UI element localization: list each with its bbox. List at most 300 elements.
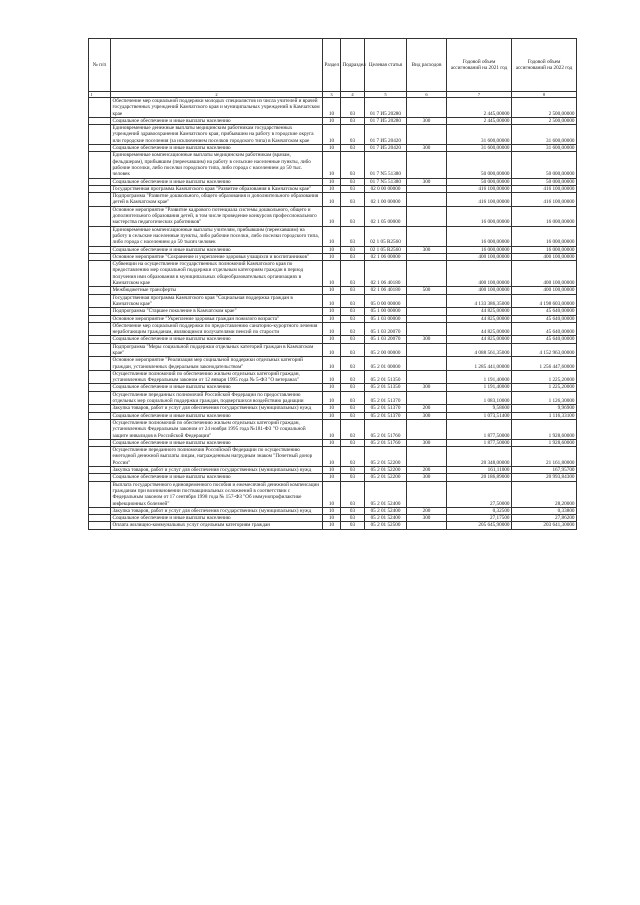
row-podrazdel: 03 xyxy=(341,185,365,192)
row-razdel: 10 xyxy=(323,185,341,192)
row-razdel: 10 xyxy=(323,98,341,118)
row-razdel: 10 xyxy=(323,152,341,178)
row-podrazdel: 03 xyxy=(341,178,365,185)
table-row xyxy=(89,294,577,308)
budget-table-page xyxy=(88,38,576,530)
table-row xyxy=(89,370,577,384)
row-name: Подпрограмма "Меры социальной поддержки отдельных категорий граждан в Камчатском крае" xyxy=(111,343,323,357)
row-vr: 200 xyxy=(407,467,447,474)
table-row xyxy=(89,152,577,178)
row-vr xyxy=(407,481,447,507)
row-vr: 200 xyxy=(407,507,447,514)
row-amount-2022: 31 600,00000 xyxy=(512,125,577,145)
row-vr: 300 xyxy=(407,515,447,522)
row-csr: 02 0 00 00000 xyxy=(365,185,407,192)
row-amount-2021: 16 000,00000 xyxy=(447,226,512,246)
table-row xyxy=(89,515,577,522)
row-razdel: 10 xyxy=(323,308,341,315)
row-name: Подпрограмма "Развитие дошкольного, общего образования и дополнительного образования детей в Камчатском крае" xyxy=(111,193,323,207)
row-csr: 05 2 01 51370 xyxy=(365,391,407,405)
row-vr xyxy=(407,253,447,260)
row-csr: 05 2 01 00000 xyxy=(365,357,407,371)
row-razdel: 10 xyxy=(323,261,341,287)
row-podrazdel: 03 xyxy=(341,412,365,419)
row-number xyxy=(89,322,111,336)
row-podrazdel: 03 xyxy=(341,481,365,507)
table-row xyxy=(89,98,577,118)
row-csr: 05 2 01 52400 xyxy=(365,507,407,514)
row-amount-2022: 45 640,00000 xyxy=(512,315,577,322)
row-amount-2022: 21 161,80000 xyxy=(512,447,577,467)
row-podrazdel: 03 xyxy=(341,474,365,481)
row-amount-2022: 1 256 447,60000 xyxy=(512,357,577,371)
row-csr: 02 1 06 00000 xyxy=(365,253,407,260)
row-number xyxy=(89,125,111,145)
budget-allocation-table xyxy=(88,38,577,530)
row-number xyxy=(89,185,111,192)
row-csr: 01 7 И5 20420 xyxy=(365,145,407,152)
row-vr xyxy=(407,206,447,226)
row-vr xyxy=(407,185,447,192)
row-amount-2022: 416 100,00000 xyxy=(512,193,577,207)
row-name: Основное мероприятие "Сохранение и укрепление здоровья учащихся и воспитанников" xyxy=(111,253,323,260)
row-razdel: 10 xyxy=(323,474,341,481)
row-podrazdel: 03 xyxy=(341,98,365,118)
table-row xyxy=(89,261,577,287)
row-vr xyxy=(407,152,447,178)
row-name: Единовременные компенсационные выплаты медицинским работникам (врачам, фельдшерам), прибывшим (переехавшим) на работу в сельские населенные пункты, либо рабочие поселки, либо поселки городского типа, либо города с населением до 50 тыс. человек xyxy=(111,152,323,178)
row-vr xyxy=(407,391,447,405)
row-csr: 05 2 00 00000 xyxy=(365,343,407,357)
table-row xyxy=(89,474,577,481)
row-amount-2022: 31 600,00000 xyxy=(512,145,577,152)
row-amount-2022: 50 000,00000 xyxy=(512,152,577,178)
row-number xyxy=(89,507,111,514)
row-podrazdel: 03 xyxy=(341,370,365,384)
row-number xyxy=(89,474,111,481)
row-vr xyxy=(407,294,447,308)
row-number xyxy=(89,384,111,391)
row-name: Социальное обеспечение и иные выплаты населению xyxy=(111,439,323,446)
row-razdel: 10 xyxy=(323,315,341,322)
table-row xyxy=(89,193,577,207)
row-razdel: 10 xyxy=(323,370,341,384)
row-csr: 05 2 01 52500 xyxy=(365,522,407,529)
row-csr: 05 2 01 51350 xyxy=(365,370,407,384)
table-row xyxy=(89,447,577,467)
row-razdel: 10 xyxy=(323,246,341,253)
row-amount-2021: 416 100,00000 xyxy=(447,185,512,192)
row-amount-2022: 50 000,00000 xyxy=(512,178,577,185)
row-csr: 01 7 И5 20280 xyxy=(365,98,407,118)
row-vr xyxy=(407,419,447,439)
row-amount-2021: 20 186,89000 xyxy=(447,474,512,481)
row-amount-2022: 2 500,00000 xyxy=(512,117,577,124)
row-name: Осуществление полномочий по обеспечению жильем отдельных категорий граждан, установленных Федеральным законом от 24 ноября 1995 года №181-ФЗ "О социальной защите инвалидов в Российской Федерации" xyxy=(111,419,323,439)
row-vr xyxy=(407,322,447,336)
table-row xyxy=(89,315,577,322)
row-amount-2021: 31 600,00000 xyxy=(447,125,512,145)
row-podrazdel: 03 xyxy=(341,315,365,322)
row-amount-2021: 50 000,00000 xyxy=(447,178,512,185)
row-amount-2022: 16 000,00000 xyxy=(512,246,577,253)
row-amount-2021: 2 445,00000 xyxy=(447,117,512,124)
column-number: 7 xyxy=(447,92,512,98)
row-vr: 300 xyxy=(407,246,447,253)
row-amount-2022: 203 641,30000 xyxy=(512,522,577,529)
row-vr: 300 xyxy=(407,117,447,124)
row-podrazdel: 03 xyxy=(341,253,365,260)
row-amount-2022: 400 100,00000 xyxy=(512,287,577,294)
row-amount-2021: 400 100,00000 xyxy=(447,253,512,260)
row-amount-2021: 1 073,51400 xyxy=(447,412,512,419)
row-amount-2021: 1 191,40000 xyxy=(447,384,512,391)
row-number xyxy=(89,253,111,260)
row-razdel: 10 xyxy=(323,193,341,207)
header-vr: Вид расходов xyxy=(407,39,447,92)
row-amount-2022: 0,33800 xyxy=(512,507,577,514)
row-podrazdel: 03 xyxy=(341,322,365,336)
row-vr: 500 xyxy=(407,287,447,294)
header-csr: Целевая статья xyxy=(365,39,407,92)
row-number xyxy=(89,294,111,308)
row-amount-2022: 45 640,00000 xyxy=(512,308,577,315)
row-number xyxy=(89,481,111,507)
row-amount-2022: 20 993,84300 xyxy=(512,474,577,481)
row-number xyxy=(89,226,111,246)
table-row xyxy=(89,522,577,529)
row-number xyxy=(89,152,111,178)
row-razdel: 10 xyxy=(323,522,341,529)
row-amount-2022: 45 640,00000 xyxy=(512,322,577,336)
row-name: Единовременные денежные выплаты медицинским работникам государственных учреждений здравоохранения Камчатского края, прибывшим на работу в городские округа или городские поселения (за исключением поселков городского типа) в Камчатском крае xyxy=(111,125,323,145)
row-amount-2022: 1 928,60000 xyxy=(512,419,577,439)
row-amount-2021: 205 645,90000 xyxy=(447,522,512,529)
header-razdel: Раздел xyxy=(323,39,341,92)
table-row xyxy=(89,419,577,439)
table-row xyxy=(89,185,577,192)
row-podrazdel: 03 xyxy=(341,447,365,467)
row-podrazdel: 03 xyxy=(341,391,365,405)
row-number xyxy=(89,405,111,412)
table-row xyxy=(89,322,577,336)
row-podrazdel: 03 xyxy=(341,522,365,529)
row-razdel: 10 xyxy=(323,226,341,246)
row-amount-2022: 16 000,00000 xyxy=(512,206,577,226)
row-podrazdel: 03 xyxy=(341,405,365,412)
row-amount-2021: 1 877,50000 xyxy=(447,419,512,439)
row-csr: 01 7 N5 51380 xyxy=(365,152,407,178)
table-row xyxy=(89,287,577,294)
column-number: 2 xyxy=(111,92,323,98)
row-vr xyxy=(407,98,447,118)
row-podrazdel: 03 xyxy=(341,117,365,124)
row-name: Обеспечение мер социальной поддержки по предоставлению санаторно-курортного лечения неработающим гражданам, являющимся получателями пенсий по старости xyxy=(111,322,323,336)
row-podrazdel: 03 xyxy=(341,145,365,152)
row-csr: 01 7 N5 51380 xyxy=(365,178,407,185)
row-csr: 02 1 05 R2560 xyxy=(365,246,407,253)
row-number xyxy=(89,439,111,446)
row-number xyxy=(89,117,111,124)
column-number: 5 xyxy=(365,92,407,98)
row-amount-2022: 16 000,00000 xyxy=(512,226,577,246)
row-amount-2022: 1 225,20000 xyxy=(512,384,577,391)
row-amount-2022: 45 640,00000 xyxy=(512,336,577,343)
row-csr: 02 1 06 40180 xyxy=(365,261,407,287)
row-razdel: 10 xyxy=(323,117,341,124)
row-podrazdel: 03 xyxy=(341,287,365,294)
row-name: Социальное обеспечение и иные выплаты населению xyxy=(111,515,323,522)
header-podrazdel: Подраздел xyxy=(341,39,365,92)
column-number: 1 xyxy=(89,92,111,98)
row-razdel: 10 xyxy=(323,481,341,507)
row-csr: 05 1 00 00000 xyxy=(365,308,407,315)
row-number xyxy=(89,145,111,152)
row-amount-2021: 9,58600 xyxy=(447,405,512,412)
row-amount-2022: 27,86200 xyxy=(512,515,577,522)
row-razdel: 10 xyxy=(323,253,341,260)
row-number xyxy=(89,287,111,294)
row-amount-2021: 0,32500 xyxy=(447,507,512,514)
row-amount-2022: 4 152 963,00000 xyxy=(512,343,577,357)
row-amount-2022: 9,96900 xyxy=(512,405,577,412)
row-podrazdel: 03 xyxy=(341,308,365,315)
row-name: Выплата государственного единовременного пособия и ежемесячной денежной компенсации гражданам при возникновении поствакцинальных осложнений в соответствии с Федеральным законом от 17 сентября 1998 года № 157-ФЗ "Об иммунопрофилактике инфекционных болезней" xyxy=(111,481,323,507)
row-name: Социальное обеспечение и иные выплаты населению xyxy=(111,178,323,185)
row-name: Единовременные компенсационные выплаты учителям, прибывшим (переехавшим) на работу в сельские населенные пункты, либо рабочие поселки, либо поселки городского типа, либо города с населением до 50 тысяч человек xyxy=(111,226,323,246)
row-amount-2022: 4 198 603,00000 xyxy=(512,294,577,308)
row-csr: 05 2 01 52200 xyxy=(365,474,407,481)
row-name: Государственная программа Камчатского края "Социальная поддержка граждан в Камчатском крае" xyxy=(111,294,323,308)
row-podrazdel: 03 xyxy=(341,193,365,207)
row-name: Межбюджетные трансферты xyxy=(111,287,323,294)
table-row xyxy=(89,308,577,315)
row-name: Осуществление переданного полномочия Российской Федерации по осуществлению ежегодной денежной выплаты лицам, награжденным нагрудным знаком "Почетный донор России" xyxy=(111,447,323,467)
row-csr: 05 1 03 20070 xyxy=(365,336,407,343)
row-name: Социальное обеспечение и иные выплаты населению xyxy=(111,412,323,419)
row-csr: 05 2 01 52200 xyxy=(365,447,407,467)
row-razdel: 10 xyxy=(323,145,341,152)
row-vr xyxy=(407,522,447,529)
row-number xyxy=(89,98,111,118)
row-number xyxy=(89,467,111,474)
row-vr xyxy=(407,370,447,384)
row-amount-2021: 44 825,00000 xyxy=(447,336,512,343)
row-number xyxy=(89,515,111,522)
row-razdel: 10 xyxy=(323,507,341,514)
table-row xyxy=(89,343,577,357)
row-csr: 02 1 05 00000 xyxy=(365,206,407,226)
row-name: Оплата жилищно-коммунальных услуг отдельным категориям граждан xyxy=(111,522,323,529)
row-amount-2022: 1 928,60000 xyxy=(512,439,577,446)
row-name: Государственная программа Камчатского края "Развитие образования в Камчатском крае" xyxy=(111,185,323,192)
row-podrazdel: 03 xyxy=(341,206,365,226)
row-podrazdel: 03 xyxy=(341,343,365,357)
row-csr: 02 1 00 00000 xyxy=(365,193,407,207)
table-row xyxy=(89,206,577,226)
row-vr: 300 xyxy=(407,178,447,185)
row-vr: 300 xyxy=(407,439,447,446)
row-number xyxy=(89,343,111,357)
row-amount-2021: 50 000,00000 xyxy=(447,152,512,178)
row-number xyxy=(89,391,111,405)
row-podrazdel: 03 xyxy=(341,152,365,178)
row-name: Осуществление полномочий по обеспечению жильем отдельных категорий граждан, установленных Федеральным законом от 12 января 1995 года № 5-ФЗ "О ветеранах" xyxy=(111,370,323,384)
row-amount-2021: 31 600,00000 xyxy=(447,145,512,152)
row-podrazdel: 03 xyxy=(341,507,365,514)
row-vr xyxy=(407,315,447,322)
row-name: Социальное обеспечение и иные выплаты населению xyxy=(111,474,323,481)
header-year-2021: Годовой объем ассигнований на 2021 год xyxy=(447,39,512,92)
row-csr: 05 0 00 00000 xyxy=(365,294,407,308)
column-number: 8 xyxy=(512,92,577,98)
row-number xyxy=(89,412,111,419)
table-row xyxy=(89,439,577,446)
row-number xyxy=(89,315,111,322)
row-razdel: 10 xyxy=(323,294,341,308)
table-row xyxy=(89,391,577,405)
table-row xyxy=(89,336,577,343)
column-number: 6 xyxy=(407,92,447,98)
row-razdel: 10 xyxy=(323,336,341,343)
row-name: Социальное обеспечение и иные выплаты населению xyxy=(111,246,323,253)
row-vr: 300 xyxy=(407,145,447,152)
row-vr: 200 xyxy=(407,405,447,412)
row-csr: 05 2 01 52200 xyxy=(365,467,407,474)
row-name: Обеспечение мер социальной поддержки молодых специалистов из числа учителей и врачей государственных учреждений Камчатского края и муниципальных учреждений в Камчатском крае xyxy=(111,98,323,118)
row-number xyxy=(89,419,111,439)
row-amount-2021: 16 000,00000 xyxy=(447,246,512,253)
row-name: Закупка товаров, работ и услуг для обеспечения государственных (муниципальных) нужд xyxy=(111,507,323,514)
row-podrazdel: 03 xyxy=(341,336,365,343)
row-amount-2021: 27,50000 xyxy=(447,481,512,507)
row-name: Социальное обеспечение и иные выплаты населению xyxy=(111,384,323,391)
table-row xyxy=(89,145,577,152)
row-amount-2021: 16 000,00000 xyxy=(447,206,512,226)
row-number xyxy=(89,447,111,467)
row-amount-2021: 1 285 441,00000 xyxy=(447,357,512,371)
table-row xyxy=(89,178,577,185)
row-amount-2022: 1 116,33100 xyxy=(512,412,577,419)
row-podrazdel: 03 xyxy=(341,246,365,253)
row-number xyxy=(89,246,111,253)
row-csr: 05 2 01 51760 xyxy=(365,439,407,446)
table-row xyxy=(89,246,577,253)
row-name: Субвенции на осуществление государственных полномочий Камчатского края по предоставлению мер социальной поддержки отдельным категориям граждан в период получения ими образования в муниципальных общеобразовательных организациях в Камчатском крае xyxy=(111,261,323,287)
table-header-row xyxy=(89,39,577,92)
row-csr: 05 1 03 00000 xyxy=(365,315,407,322)
row-razdel: 10 xyxy=(323,357,341,371)
table-row xyxy=(89,412,577,419)
table-row xyxy=(89,507,577,514)
row-amount-2022: 167,95700 xyxy=(512,467,577,474)
row-csr: 01 7 И5 20420 xyxy=(365,125,407,145)
row-razdel: 10 xyxy=(323,322,341,336)
row-amount-2021: 44 825,00000 xyxy=(447,315,512,322)
row-csr: 02 1 06 40180 xyxy=(365,287,407,294)
row-csr: 05 2 01 51760 xyxy=(365,419,407,439)
row-amount-2021: 161,11000 xyxy=(447,467,512,474)
row-vr: 300 xyxy=(407,336,447,343)
row-amount-2021: 4 088 561,35000 xyxy=(447,343,512,357)
row-vr xyxy=(407,343,447,357)
row-name: Основное мероприятие "Реализация мер социальной поддержки отдельных категорий граждан, установленных федеральным законодательством" xyxy=(111,357,323,371)
row-csr: 05 2 01 51370 xyxy=(365,412,407,419)
row-name: Основное мероприятие "Развитие кадрового потенциала системы дошкольного, общего и дополнительного образования детей, в том числе проведение конкурсов профессионального мастерства педагогических работников" xyxy=(111,206,323,226)
row-vr xyxy=(407,308,447,315)
row-csr: 02 1 05 R2560 xyxy=(365,226,407,246)
row-podrazdel: 03 xyxy=(341,439,365,446)
row-vr xyxy=(407,226,447,246)
row-amount-2022: 1 126,30000 xyxy=(512,391,577,405)
row-razdel: 10 xyxy=(323,447,341,467)
row-csr: 05 2 01 51350 xyxy=(365,384,407,391)
row-name: Закупка товаров, работ и услуг для обеспечения государственных (муниципальных) нужд xyxy=(111,405,323,412)
row-amount-2021: 1 083,10000 xyxy=(447,391,512,405)
column-number: 3 xyxy=(323,92,341,98)
row-amount-2021: 27,17500 xyxy=(447,515,512,522)
row-name: Осуществление переданных полномочий Российской Федерации по предоставлению отдельных мер социальной поддержки граждан, подвергшихся воздействию радиации xyxy=(111,391,323,405)
row-razdel: 10 xyxy=(323,287,341,294)
row-vr: 300 xyxy=(407,412,447,419)
row-podrazdel: 03 xyxy=(341,515,365,522)
row-vr: 300 xyxy=(407,474,447,481)
row-amount-2021: 44 825,00000 xyxy=(447,322,512,336)
row-razdel: 10 xyxy=(323,412,341,419)
row-number xyxy=(89,206,111,226)
row-vr xyxy=(407,447,447,467)
row-amount-2021: 1 191,40000 xyxy=(447,370,512,384)
row-amount-2021: 400 100,00000 xyxy=(447,261,512,287)
row-csr: 05 2 01 51370 xyxy=(365,405,407,412)
table-row xyxy=(89,467,577,474)
row-number xyxy=(89,178,111,185)
row-amount-2022: 400 100,00000 xyxy=(512,253,577,260)
table-row xyxy=(89,253,577,260)
column-number: 4 xyxy=(341,92,365,98)
row-amount-2022: 400 100,00000 xyxy=(512,261,577,287)
table-row xyxy=(89,481,577,507)
row-podrazdel: 03 xyxy=(341,384,365,391)
table-row xyxy=(89,125,577,145)
row-name: Подпрограмма "Старшее поколение в Камчатском крае" xyxy=(111,308,323,315)
header-num: № п/п xyxy=(89,39,111,92)
row-podrazdel: 03 xyxy=(341,294,365,308)
row-vr: 300 xyxy=(407,384,447,391)
table-row xyxy=(89,357,577,371)
row-number xyxy=(89,336,111,343)
row-amount-2021: 20 348,00000 xyxy=(447,447,512,467)
row-amount-2022: 1 225,20000 xyxy=(512,370,577,384)
row-amount-2021: 416 100,00000 xyxy=(447,193,512,207)
row-razdel: 10 xyxy=(323,439,341,446)
row-name: Социальное обеспечение и иные выплаты населению xyxy=(111,117,323,124)
row-amount-2021: 1 877,50000 xyxy=(447,439,512,446)
table-row xyxy=(89,405,577,412)
row-name: Социальное обеспечение и иные выплаты населению xyxy=(111,336,323,343)
row-razdel: 10 xyxy=(323,405,341,412)
row-podrazdel: 03 xyxy=(341,467,365,474)
row-number xyxy=(89,193,111,207)
row-podrazdel: 03 xyxy=(341,125,365,145)
row-number xyxy=(89,370,111,384)
row-razdel: 10 xyxy=(323,391,341,405)
row-number xyxy=(89,308,111,315)
row-csr: 05 2 01 52400 xyxy=(365,481,407,507)
row-amount-2021: 4 133 386,35000 xyxy=(447,294,512,308)
row-name: Закупка товаров, работ и услуг для обеспечения государственных (муниципальных) нужд xyxy=(111,467,323,474)
row-razdel: 10 xyxy=(323,178,341,185)
